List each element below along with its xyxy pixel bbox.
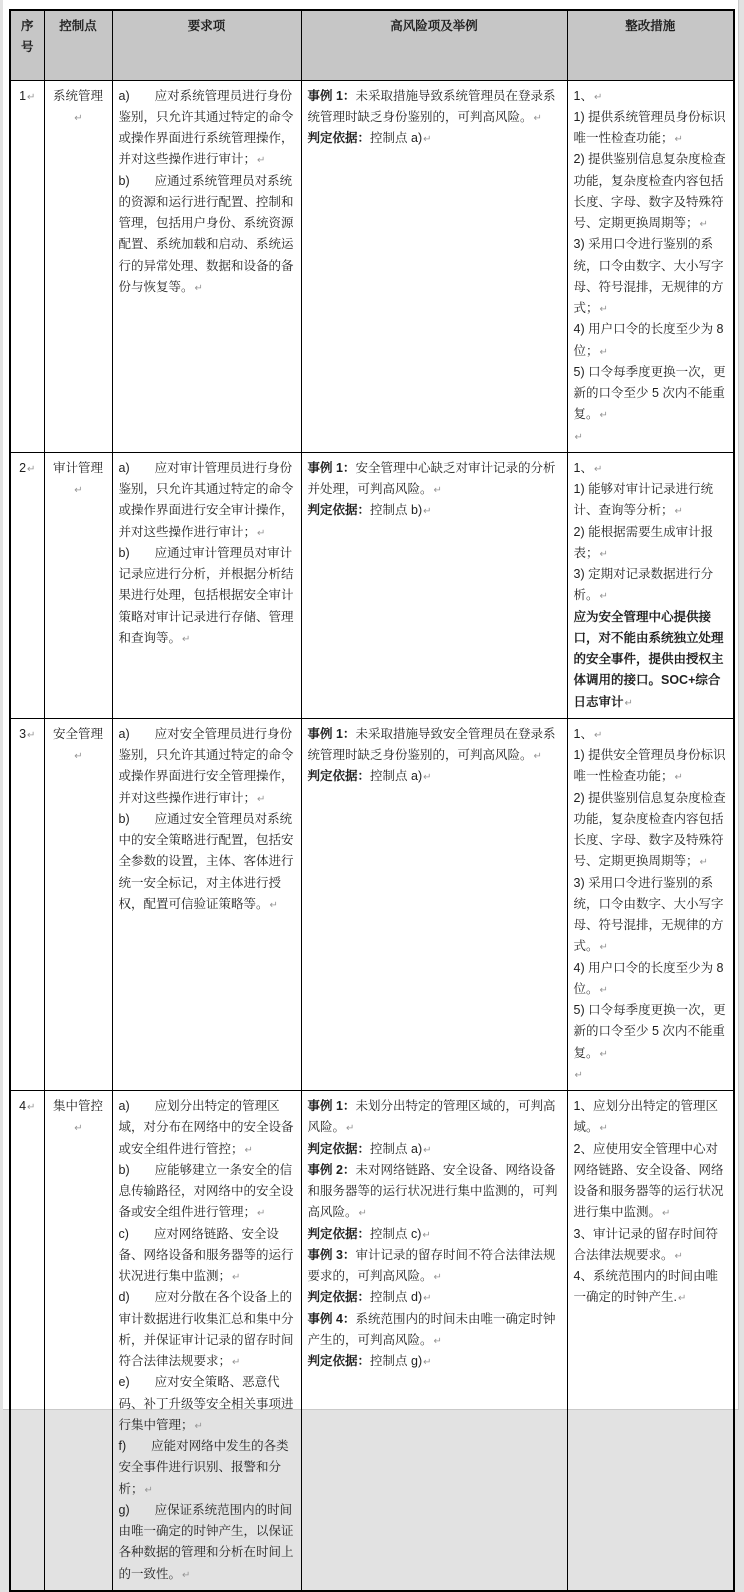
paragraph-mark-icon: ↵ [593, 91, 603, 103]
paragraph-mark-icon: ↵ [27, 463, 36, 475]
paragraph-mark-icon: ↵ [533, 751, 542, 762]
cell-paragraph [574, 1064, 728, 1085]
text-run: f) 应能对网络中发生的各类安全事件进行识别、报警和分析； [118, 1439, 289, 1496]
paragraph-mark-icon: ↵ [423, 1357, 432, 1368]
paragraph-mark-icon: ↵ [194, 282, 203, 294]
cell-paragraph [308, 766, 561, 787]
cell-paragraph [308, 1139, 561, 1160]
text-run: 控制点 d) [370, 1290, 423, 1305]
serial-number-cell [10, 1091, 44, 1591]
paragraph-mark-icon: ↵ [257, 1208, 266, 1220]
paragraph-mark-icon: ↵ [257, 155, 266, 167]
table-row [10, 452, 734, 718]
cell-paragraph [574, 873, 728, 958]
text-run: 审计记录的留存时间不符合法律法规要求的，可判高风险。 [307, 1247, 556, 1283]
cell-paragraph [308, 1309, 561, 1352]
paragraph-mark-icon: ↵ [574, 1069, 583, 1081]
paragraph-mark-icon: ↵ [74, 751, 83, 762]
paragraph-mark-icon: ↵ [182, 1569, 191, 1581]
paragraph-mark-icon: ↵ [423, 1293, 432, 1305]
header-requirements: 要求项 [112, 10, 301, 80]
text-run: 控制点 a) [370, 131, 423, 145]
paragraph-mark-icon: ↵ [244, 1144, 253, 1156]
cell-paragraph [574, 724, 728, 745]
cell-paragraph [308, 1287, 561, 1308]
cell-paragraph [574, 745, 728, 788]
paragraph-mark-icon: ↵ [182, 633, 191, 645]
bold-text-run: 判定依据： [307, 769, 371, 784]
text-run: 1、 [573, 88, 593, 103]
cell-paragraph [308, 86, 561, 129]
cell-paragraph [119, 1287, 295, 1372]
text-run: g) 应保证系统范围内的时间由唯一确定的时钟产生，以保证各种数据的管理和分析在时间上的一致性。 [118, 1502, 294, 1581]
paragraph-mark-icon: ↵ [699, 219, 708, 230]
high-risk-examples-cell [301, 718, 567, 1090]
cell-paragraph [574, 607, 728, 713]
text-run: 3) 采用口令进行鉴别的系统，口令由数字、大小写字母、符号混排，无规律的方式。 [573, 875, 724, 954]
bold-text-run: 应为安全管理中心提供接口，对不能由系统独立处理的安全事件，提供由授权主体调用的接口。SOC+综合日志审计 [573, 609, 724, 709]
cell-paragraph [308, 1245, 561, 1288]
paragraph-mark-icon: ↵ [27, 729, 36, 741]
text-run: a) 应对系统管理员进行身份鉴别，只允许其通过特定的命令或操作界面进行系统管理操作，并对这些操作进行审计； [118, 88, 294, 167]
paragraph-mark-icon: ↵ [674, 1250, 683, 1262]
paragraph-mark-icon: ↵ [599, 942, 608, 954]
cell-paragraph [119, 86, 295, 171]
paragraph-mark-icon: ↵ [269, 899, 278, 911]
cell-paragraph [119, 543, 295, 649]
paragraph-mark-icon: ↵ [433, 485, 442, 496]
text-run: 未对网络链路、安全设备、网络设备和服务器等的运行状况进行集中监测的，可判高风险。 [307, 1162, 558, 1220]
control-point-cell-label: 审计管理 [52, 460, 103, 475]
cell-paragraph [574, 234, 728, 319]
cell-paragraph [308, 458, 561, 501]
paragraph-mark-icon: ↵ [27, 1102, 36, 1113]
control-point-cell [44, 80, 112, 452]
text-run: 1) 提供系统管理员身份标识唯一性检查功能； [573, 109, 726, 145]
paragraph-mark-icon: ↵ [674, 134, 683, 145]
cell-paragraph [308, 500, 561, 521]
text-run: 1、 [573, 460, 593, 475]
bold-text-run: 判定依据： [307, 131, 371, 145]
text-run: 1) 能够对审计记录进行统计、查询等分析； [573, 482, 714, 518]
paragraph-mark-icon: ↵ [27, 91, 36, 103]
bold-text-run: 事例 3： [307, 1247, 356, 1262]
cell-paragraph [308, 724, 561, 767]
text-run: 控制点 b) [370, 503, 423, 518]
bold-text-run: 事例 1： [307, 460, 356, 475]
table-row [10, 80, 734, 452]
bold-text-run: 判定依据： [307, 1354, 371, 1368]
text-run: 1、应划分出特定的管理区域。 [573, 1099, 718, 1135]
cell-paragraph [574, 107, 728, 150]
text-run: 1、 [573, 726, 593, 741]
cell-paragraph [119, 724, 295, 809]
text-run: 未采取措施导致系统管理员在登录系统管理时缺乏身份鉴别的，可判高风险。 [307, 88, 556, 124]
text-run: 2) 提供鉴别信息复杂度检查功能，复杂度检查内容包括长度、字母、数字及特殊符号、定期更换周期等； [573, 790, 726, 869]
table-row [10, 1091, 734, 1591]
text-run: 1) 提供安全管理员身份标识唯一性检查功能； [573, 748, 726, 784]
serial-number-cell-label: 3 [19, 726, 27, 741]
cell-paragraph [308, 1096, 561, 1139]
cell-paragraph [574, 319, 728, 362]
cell-paragraph [119, 1096, 295, 1160]
cell-paragraph [308, 1351, 561, 1372]
remediation-measures-cell [567, 1091, 734, 1591]
high-risk-examples-cell [301, 1091, 567, 1591]
paragraph-mark-icon: ↵ [74, 485, 83, 496]
paragraph-mark-icon: ↵ [593, 729, 603, 741]
paragraph-mark-icon: ↵ [599, 1048, 608, 1060]
header-high-risk-examples: 高风险项及举例 [301, 10, 567, 80]
paragraph-mark-icon: ↵ [257, 793, 266, 805]
header-row [10, 10, 734, 80]
paragraph-mark-icon: ↵ [422, 1229, 431, 1241]
table-header [10, 10, 734, 80]
paragraph-mark-icon: ↵ [194, 1420, 203, 1432]
cell-paragraph [119, 1500, 295, 1585]
bold-text-run: 判定依据： [307, 1226, 371, 1241]
text-run: 5) 口令每季度更换一次，更新的口令至少 5 次内不能重复。 [573, 1003, 726, 1060]
serial-number-cell-label: 2 [19, 460, 27, 475]
bold-text-run: 事例 1： [307, 1099, 356, 1113]
cell-paragraph [119, 1160, 295, 1224]
cell-paragraph [574, 1266, 728, 1309]
cell-paragraph [119, 1372, 295, 1436]
control-point-cell [44, 452, 112, 718]
cell-paragraph [574, 362, 728, 426]
paragraph-mark-icon: ↵ [257, 527, 266, 539]
remediation-measures-cell [567, 80, 734, 452]
audit-control-table [9, 9, 735, 1592]
text-run: 4) 用户口令的长度至少为 8 位； [573, 322, 724, 358]
requirements-cell [112, 718, 301, 1090]
text-run: 4) 用户口令的长度至少为 8 位。 [573, 960, 724, 996]
paragraph-mark-icon: ↵ [599, 1123, 608, 1135]
paragraph-mark-icon: ↵ [674, 506, 683, 518]
paragraph-mark-icon: ↵ [599, 984, 608, 996]
cell-paragraph [574, 149, 728, 234]
cell-paragraph [574, 426, 728, 447]
bold-text-run: 事例 2： [307, 1162, 356, 1177]
text-run: 未采取措施导致安全管理员在登录系统管理时缺乏身份鉴别的，可判高风险。 [307, 726, 556, 762]
high-risk-examples-cell [301, 452, 567, 718]
text-run: 2) 能根据需要生成审计报表； [573, 524, 714, 560]
text-run: 2) 提供鉴别信息复杂度检查功能，复杂度检查内容包括长度、字母、数字及特殊符号、定期更换周期等； [573, 152, 726, 230]
cell-paragraph [574, 1000, 728, 1064]
paragraph-mark-icon: ↵ [74, 112, 83, 124]
cell-paragraph [574, 458, 728, 479]
paragraph-mark-icon: ↵ [699, 857, 708, 869]
paragraph-mark-icon: ↵ [599, 304, 608, 315]
header-serial-number: 序号 [10, 10, 44, 80]
text-run: 5) 口令每季度更换一次，更新的口令至少 5 次内不能重复。 [573, 364, 726, 422]
bold-text-run: 事例 1： [307, 88, 356, 103]
paragraph-mark-icon: ↵ [662, 1208, 671, 1220]
bold-text-run: 判定依据： [307, 1290, 371, 1305]
bold-text-run: 事例 1： [307, 726, 356, 741]
text-run: 未划分出特定的管理区域的，可判高风险。 [307, 1099, 556, 1135]
paragraph-mark-icon: ↵ [677, 1293, 687, 1305]
remediation-measures-cell [567, 718, 734, 1090]
cell-paragraph [119, 809, 295, 915]
bold-text-run: 判定依据： [307, 503, 371, 518]
control-point-cell-label: 系统管理 [52, 88, 103, 103]
paragraph-mark-icon: ↵ [346, 1123, 355, 1135]
requirements-cell [112, 1091, 301, 1591]
serial-number-cell [10, 718, 44, 1090]
bold-text-run: 事例 4： [307, 1311, 356, 1326]
header-remediation-measures: 整改措施 [567, 10, 734, 80]
cell-paragraph [308, 1160, 561, 1224]
text-run: 2、应使用安全管理中心对网络链路、安全设备、网络设备和服务器等的运行状况进行集中监测。 [573, 1141, 724, 1220]
cell-paragraph [574, 479, 728, 522]
paragraph-mark-icon: ↵ [423, 506, 432, 518]
text-run: 控制点 g) [370, 1354, 423, 1368]
paragraph-mark-icon: ↵ [423, 772, 432, 784]
text-run: b) 应通过审计管理员对审计记录应进行分析，并根据分析结果进行处理，包括根据安全审计策略对审计记录进行存储、管理和查询等。 [118, 545, 294, 645]
text-run: b) 应通过系统管理员对系统的资源和运行进行配置、控制和管理，包括用户身份、系统资源配置、系统加载和启动、系统运行的异常处理、数据和设备的备份与恢复等。 [118, 173, 294, 294]
text-run: a) 应划分出特定的管理区域，对分布在网络中的安全设备或安全组件进行管控； [118, 1099, 294, 1156]
paragraph-mark-icon: ↵ [599, 591, 608, 603]
paragraph-mark-icon: ↵ [358, 1208, 367, 1220]
cell-paragraph [119, 171, 295, 299]
high-risk-examples-cell [301, 80, 567, 452]
table-row [10, 718, 734, 1090]
cell-paragraph [119, 1224, 295, 1288]
paragraph-mark-icon: ↵ [232, 1272, 241, 1283]
paragraph-mark-icon: ↵ [74, 1123, 83, 1135]
paragraph-mark-icon: ↵ [433, 1335, 442, 1347]
cell-paragraph [119, 458, 295, 543]
requirements-cell [112, 80, 301, 452]
cell-paragraph [308, 128, 561, 149]
paragraph-mark-icon: ↵ [624, 697, 633, 709]
text-run: d) 应对分散在各个设备上的审计数据进行收集汇总和集中分析，并保证审计记录的留存时间符合法律法规要求； [118, 1290, 294, 1368]
bold-text-run: 判定依据： [307, 1141, 371, 1156]
text-run: c) 应对网络链路、安全设备、网络设备和服务器等的运行状况进行集中监测； [118, 1226, 294, 1283]
cell-paragraph [574, 1139, 728, 1224]
control-point-cell-label: 集中管控 [52, 1099, 103, 1113]
table-body [10, 80, 734, 1591]
paragraph-mark-icon: ↵ [599, 548, 608, 560]
serial-number-cell-label: 1 [19, 88, 27, 103]
paragraph-mark-icon: ↵ [423, 1144, 432, 1156]
paragraph-mark-icon: ↵ [674, 772, 683, 784]
cell-paragraph [574, 86, 728, 107]
text-run: a) 应对安全管理员进行身份鉴别，只允许其通过特定的命令或操作界面进行安全管理操作，并对这些操作进行审计； [118, 726, 294, 805]
cell-paragraph [119, 1436, 295, 1500]
paragraph-mark-icon: ↵ [599, 346, 608, 358]
text-run: 控制点 a) [370, 769, 423, 784]
document-page [3, 0, 739, 1581]
text-run: 系统范围内的时间未由唯一确定时钟产生的，可判高风险。 [307, 1311, 556, 1347]
text-run: b) 应能够建立一条安全的信息传输路径，对网络中的安全设备或安全组件进行管理； [118, 1162, 294, 1220]
cell-paragraph [574, 958, 728, 1001]
paragraph-mark-icon: ↵ [232, 1357, 241, 1368]
cell-paragraph [574, 1096, 728, 1139]
text-run: a) 应对审计管理员进行身份鉴别，只允许其通过特定的命令或操作界面进行安全审计操作，并对这些操作进行审计； [118, 460, 294, 539]
paragraph-mark-icon: ↵ [433, 1272, 442, 1283]
serial-number-cell-label: 4 [19, 1099, 27, 1113]
paragraph-mark-icon: ↵ [533, 112, 542, 124]
paragraph-mark-icon: ↵ [574, 431, 583, 443]
paragraph-mark-icon: ↵ [593, 463, 603, 475]
serial-number-cell [10, 452, 44, 718]
text-run: e) 应对安全策略、恶意代码、补丁升级等安全相关事项进行集中管理； [118, 1375, 294, 1432]
text-run: b) 应通过安全管理员对系统中的安全策略进行配置，包括安全参数的设置，主体、客体进行统一安全标记，对主体进行授权，配置可信验证策略等。 [118, 811, 294, 911]
text-run: 控制点 c) [370, 1226, 422, 1241]
header-control-point: 控制点 [44, 10, 112, 80]
cell-paragraph [308, 1224, 561, 1245]
requirements-cell [112, 452, 301, 718]
cell-paragraph [574, 522, 728, 565]
remediation-measures-cell [567, 452, 734, 718]
text-run: 3) 采用口令进行鉴别的系统，口令由数字、大小写字母、符号混排，无规律的方式； [573, 237, 724, 315]
serial-number-cell [10, 80, 44, 452]
control-point-cell-label: 安全管理 [52, 726, 103, 741]
control-point-cell [44, 718, 112, 1090]
cell-paragraph [574, 564, 728, 607]
paragraph-mark-icon: ↵ [599, 410, 608, 422]
text-run: 3、审计记录的留存时间符合法律法规要求。 [573, 1226, 718, 1262]
text-run: 3) 定期对记录数据进行分析。 [573, 567, 714, 603]
text-run: 控制点 a) [370, 1141, 423, 1156]
text-run: 安全管理中心缺乏对审计记录的分析并处理，可判高风险。 [307, 460, 556, 496]
control-point-cell [44, 1091, 112, 1591]
cell-paragraph [574, 788, 728, 873]
cell-paragraph [574, 1224, 728, 1267]
text-run: 4、系统范围内的时间由唯一确定的时钟产生. [573, 1269, 718, 1305]
paragraph-mark-icon: ↵ [144, 1484, 153, 1496]
paragraph-mark-icon: ↵ [423, 134, 432, 145]
